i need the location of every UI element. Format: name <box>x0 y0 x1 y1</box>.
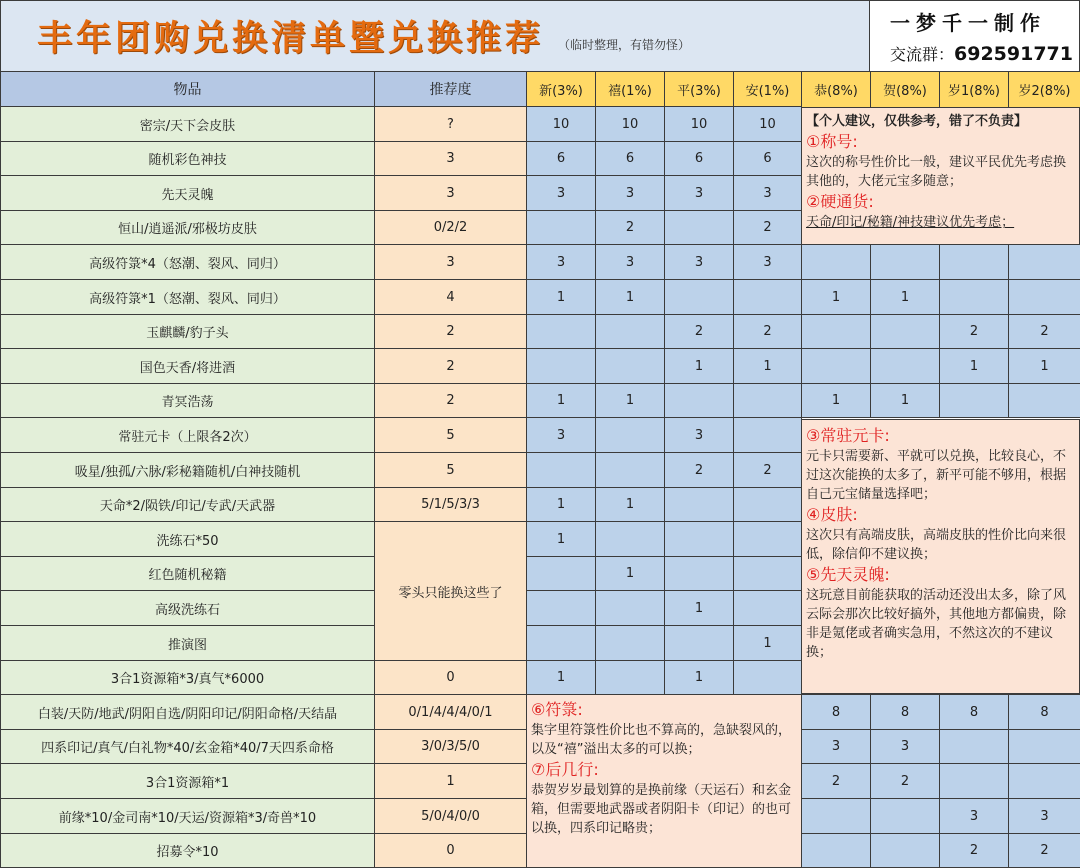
row-item-19: 3合1资源箱*1 <box>0 763 375 799</box>
cell-14-1 <box>595 590 665 626</box>
cell-17-6: 8 <box>939 694 1009 730</box>
row-rec-9: 5 <box>374 417 527 453</box>
cell-10-1 <box>595 452 665 488</box>
cell-8-3 <box>733 383 802 418</box>
cell-6-0 <box>526 314 596 349</box>
cell-16-1 <box>595 660 665 695</box>
cell-7-5 <box>870 348 940 384</box>
cell-14-2: 1 <box>664 590 734 626</box>
maker-info <box>869 0 1080 72</box>
cell-7-4 <box>801 348 871 384</box>
row-rec-6: 2 <box>374 314 527 349</box>
cell-7-0 <box>526 348 596 384</box>
row-rec-10: 5 <box>374 452 527 488</box>
header-group-7: 岁2(8%) <box>1008 71 1080 108</box>
cell-8-0: 1 <box>526 383 596 418</box>
page-title: 丰年团购兑换清单暨兑换推荐 <box>37 18 545 59</box>
row-rec-18: 3/0/3/5/0 <box>374 729 527 764</box>
cell-2-0: 3 <box>526 175 596 211</box>
cell-11-1: 1 <box>595 487 665 522</box>
cell-10-3: 2 <box>733 452 802 488</box>
cell-21-5 <box>870 833 940 868</box>
row-rec-17: 0/1/4/4/4/0/1 <box>374 694 527 730</box>
cell-7-2: 1 <box>664 348 734 384</box>
cell-0-2: 10 <box>664 106 734 142</box>
cell-13-1: 1 <box>595 556 665 591</box>
cell-5-0: 1 <box>526 279 596 315</box>
note-block-b: ③常驻元卡: 元卡只需要新、平就可以兑换，比较良心，不过这次能换的太多了，新平可能不够用，根据自己元宝储量选择吧； ④皮肤: 这次只有高端皮肤，高端皮肤的性价比向来很低，除信仰不建议换； ⑤先天灵魄: 这玩意目前能获取的活动还没出太多，除了风云际会那次比较好搞外，其他地方都偏贵，除非是氪佬或者确实急用，不然这次的不建议换； <box>801 419 1080 694</box>
cell-1-0: 6 <box>526 141 596 176</box>
row-item-4: 高级符箓*4（怒潮、裂风、同归） <box>0 244 375 280</box>
row-rec-2: 3 <box>374 175 527 211</box>
cell-21-6: 2 <box>939 833 1009 868</box>
header-item: 物品 <box>0 71 375 107</box>
row-rec-16: 0 <box>374 660 527 695</box>
cell-8-2 <box>664 383 734 418</box>
cell-8-1: 1 <box>595 383 665 418</box>
cell-13-3 <box>733 556 802 591</box>
cell-11-2 <box>664 487 734 522</box>
header-group-4: 恭(8%) <box>801 71 871 108</box>
cell-6-6: 2 <box>939 314 1009 349</box>
cell-21-7: 2 <box>1008 833 1080 868</box>
page-subtitle: （临时整理，有错勿怪） <box>558 37 691 52</box>
cell-0-1: 10 <box>595 106 665 142</box>
row-rec-8: 2 <box>374 383 527 418</box>
header-rec: 推荐度 <box>374 71 527 107</box>
row-rec-5: 4 <box>374 279 527 315</box>
header-group-2: 平(3%) <box>664 71 734 108</box>
cell-4-2: 3 <box>664 244 734 280</box>
cell-9-3 <box>733 417 802 453</box>
row-item-1: 随机彩色神技 <box>0 141 375 176</box>
cell-12-1 <box>595 521 665 557</box>
row-item-5: 高级符箓*1（怒潮、裂风、同归） <box>0 279 375 315</box>
row-rec-3: 0/2/2 <box>374 210 527 245</box>
cell-17-7: 8 <box>1008 694 1080 730</box>
cell-2-3: 3 <box>733 175 802 211</box>
row-rec-21: 0 <box>374 833 527 868</box>
cell-3-3: 2 <box>733 210 802 245</box>
row-item-15: 推演图 <box>0 625 375 661</box>
cell-15-3: 1 <box>733 625 802 661</box>
cell-14-3 <box>733 590 802 626</box>
cell-18-4: 3 <box>801 729 871 764</box>
cell-5-2 <box>664 279 734 315</box>
row-item-13: 红色随机秘籍 <box>0 556 375 591</box>
cell-13-0 <box>526 556 596 591</box>
cell-6-3: 2 <box>733 314 802 349</box>
cell-17-4: 8 <box>801 694 871 730</box>
cell-19-4: 2 <box>801 763 871 799</box>
header-group-1: 禧(1%) <box>595 71 665 108</box>
cell-3-1: 2 <box>595 210 665 245</box>
cell-0-0: 10 <box>526 106 596 142</box>
cell-7-3: 1 <box>733 348 802 384</box>
cell-10-0 <box>526 452 596 488</box>
cell-1-2: 6 <box>664 141 734 176</box>
cell-18-6 <box>939 729 1009 764</box>
cell-8-5: 1 <box>870 383 940 418</box>
row-rec-11: 5/1/5/3/3 <box>374 487 527 522</box>
cell-7-7: 1 <box>1008 348 1080 384</box>
row-rec-0: ? <box>374 106 527 142</box>
cell-2-1: 3 <box>595 175 665 211</box>
row-item-20: 前缘*10/金司南*10/天运/资源箱*3/奇兽*10 <box>0 798 375 834</box>
cell-4-3: 3 <box>733 244 802 280</box>
cell-15-0 <box>526 625 596 661</box>
cell-5-1: 1 <box>595 279 665 315</box>
cell-17-5: 8 <box>870 694 940 730</box>
cell-5-4: 1 <box>801 279 871 315</box>
row-rec-4: 3 <box>374 244 527 280</box>
row-item-14: 高级洗练石 <box>0 590 375 626</box>
cell-4-1: 3 <box>595 244 665 280</box>
cell-16-0: 1 <box>526 660 596 695</box>
cell-21-4 <box>801 833 871 868</box>
cell-0-3: 10 <box>733 106 802 142</box>
cell-15-1 <box>595 625 665 661</box>
row-item-17: 白装/天防/地武/阴阳自选/阴阳印记/阴阳命格/天结晶 <box>0 694 375 730</box>
note-block-a: 【个人建议，仅供参考，错了不负责】 ①称号: 这次的称号性价比一般，建议平民优先考虑换其他的，大佬元宝多随意； ②硬通货: 天命/印记/秘籍/神技建议优先考虑； <box>801 106 1080 316</box>
row-item-16: 3合1资源箱*3/真气*6000 <box>0 660 375 695</box>
cell-8-6 <box>939 383 1009 418</box>
row-rec-1: 3 <box>374 141 527 176</box>
cell-3-2 <box>664 210 734 245</box>
cell-7-6: 1 <box>939 348 1009 384</box>
row-item-10: 吸星/独孤/六脉/彩秘籍随机/白神技随机 <box>0 452 375 488</box>
cell-18-7 <box>1008 729 1080 764</box>
row-item-11: 天命*2/陨铁/印记/专武/天武器 <box>0 487 375 522</box>
cell-6-4 <box>801 314 871 349</box>
cell-5-3 <box>733 279 802 315</box>
row-item-6: 玉麒麟/豹子头 <box>0 314 375 349</box>
row-item-0: 密宗/天下会皮肤 <box>0 106 375 142</box>
cell-4-4 <box>801 244 871 280</box>
cell-4-7 <box>1008 244 1080 280</box>
cell-11-3 <box>733 487 802 522</box>
cell-2-2: 3 <box>664 175 734 211</box>
row-rec-20: 5/0/4/0/0 <box>374 798 527 834</box>
maker-name: 一梦千一制作 <box>890 11 1046 35</box>
cell-4-5 <box>870 244 940 280</box>
cell-9-1 <box>595 417 665 453</box>
row-rec-19: 1 <box>374 763 527 799</box>
cell-19-6 <box>939 763 1009 799</box>
cell-4-6 <box>939 244 1009 280</box>
header-group-5: 贺(8%) <box>870 71 940 108</box>
cell-12-0: 1 <box>526 521 596 557</box>
row-item-2: 先天灵魄 <box>0 175 375 211</box>
cell-6-1 <box>595 314 665 349</box>
cell-19-7 <box>1008 763 1080 799</box>
header-group-6: 岁1(8%) <box>939 71 1009 108</box>
cell-6-5 <box>870 314 940 349</box>
cell-7-1 <box>595 348 665 384</box>
cell-8-7 <box>1008 383 1080 418</box>
row-item-12: 洗练石*50 <box>0 521 375 557</box>
cell-11-0: 1 <box>526 487 596 522</box>
cell-9-2: 3 <box>664 417 734 453</box>
cell-14-0 <box>526 590 596 626</box>
row-item-18: 四系印记/真气/白礼物*40/玄金箱*40/7天四系命格 <box>0 729 375 764</box>
maker-group: 交流群：692591771 <box>890 43 1073 65</box>
row-item-7: 国色天香/将进酒 <box>0 348 375 384</box>
cell-12-2 <box>664 521 734 557</box>
cell-3-0 <box>526 210 596 245</box>
merged-rec: 零头只能换这些了 <box>374 521 527 661</box>
cell-4-0: 3 <box>526 244 596 280</box>
cell-6-7: 2 <box>1008 314 1080 349</box>
cell-6-2: 2 <box>664 314 734 349</box>
header-group-3: 安(1%) <box>733 71 802 108</box>
cell-8-4: 1 <box>801 383 871 418</box>
cell-5-7 <box>1008 279 1080 315</box>
cell-1-1: 6 <box>595 141 665 176</box>
cell-16-3 <box>733 660 802 695</box>
note-block-c: ⑥符箓: 集字里符箓性价比也不算高的，急缺裂风的，以及“禧”溢出太多的可以换； ⑦后几行: 恭贺岁岁最划算的是换前缘（天运石）和玄金箱，但需要地武器或者阴阳卡（印记）的也可以换，四系印记略贵； <box>526 693 802 868</box>
cell-20-7: 3 <box>1008 798 1080 834</box>
header-group-0: 新(3%) <box>526 71 596 108</box>
row-item-8: 青冥浩荡 <box>0 383 375 418</box>
cell-13-2 <box>664 556 734 591</box>
cell-1-3: 6 <box>733 141 802 176</box>
cell-16-2: 1 <box>664 660 734 695</box>
cell-18-5: 3 <box>870 729 940 764</box>
cell-5-6 <box>939 279 1009 315</box>
cell-19-5: 2 <box>870 763 940 799</box>
cell-15-2 <box>664 625 734 661</box>
title-banner <box>0 0 870 72</box>
cell-20-6: 3 <box>939 798 1009 834</box>
cell-9-0: 3 <box>526 417 596 453</box>
cell-20-5 <box>870 798 940 834</box>
cell-10-2: 2 <box>664 452 734 488</box>
cell-20-4 <box>801 798 871 834</box>
cell-12-3 <box>733 521 802 557</box>
row-item-3: 恒山/逍遥派/邪极坊皮肤 <box>0 210 375 245</box>
row-item-21: 招募令*10 <box>0 833 375 868</box>
row-rec-7: 2 <box>374 348 527 384</box>
cell-5-5: 1 <box>870 279 940 315</box>
row-item-9: 常驻元卡（上限各2次） <box>0 417 375 453</box>
